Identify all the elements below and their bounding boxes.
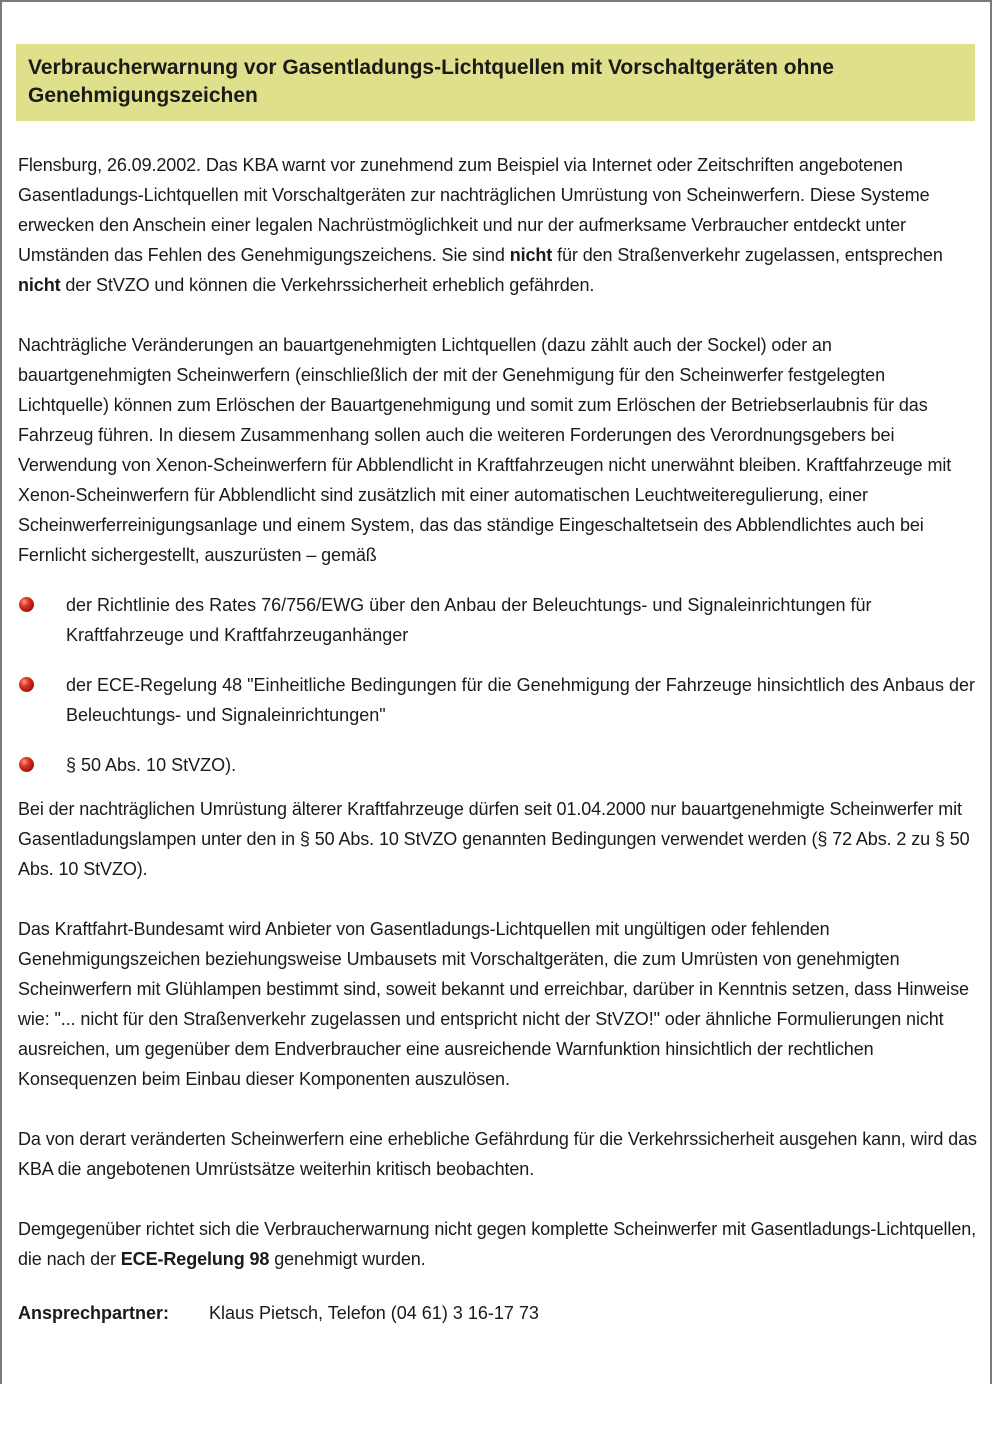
- emphasis-ece-98: ECE-Regelung 98: [120, 1249, 270, 1269]
- list-item: [18, 670, 978, 730]
- regulation-list: [18, 590, 978, 780]
- paragraph-retrofit: Bei der nachträglichen Umrüstung älterer Kraftfahrzeuge dürfen seit 01.04.2000 nur bauartgenehmigte Scheinwerfer mit Gasentladungslampen unter den in § 50 Abs. 10 StVZO genannten Bedingungen verwendet werden (§ 72 Abs. 2 zu § 50 Abs. 10 StVZO).: [18, 799, 970, 879]
- list-item-text: der ECE-Regelung 48 "Einheitliche Bedingungen für die Genehmigung der Fahrzeuge hinsichtlich des Anbaus der Beleuchtungs- und Signaleinrichtungen": [66, 675, 975, 725]
- paragraph-monitoring: Da von derart veränderten Scheinwerfern eine erhebliche Gefährdung für die Verkehrssicherheit ausgehen kann, wird das KBA die angebotenen Umrüstsätze weiterhin kritisch beobachten.: [18, 1129, 977, 1179]
- intro-text-d: der StVZO und können die Verkehrssicherheit erheblich gefährden.: [60, 275, 595, 295]
- list-item: [18, 590, 978, 650]
- contact-label: Ansprechpartner:: [18, 1303, 170, 1323]
- paragraph-exception: [18, 1214, 978, 1274]
- page-title: Verbraucherwarnung vor Gasentladungs-Lichtquellen mit Vorschaltgeräten ohne Genehmigungszeichen: [28, 56, 834, 107]
- list-item-text: § 50 Abs. 10 StVZO).: [66, 755, 237, 775]
- paragraph-requirements: Nachträgliche Veränderungen an bauartgenehmigten Lichtquellen (dazu zählt auch der Sockel) oder an bauartgenehmigten Scheinwerfern (einschließlich der mit der Genehmigung für den Scheinwerfer festgelegten Lichtquelle) können zum Erlöschen der Bauartgenehmigung und somit zum Erlöschen der Betriebserlaubnis für das Fahrzeug führen. In diesem Zusammenhang sollen auch die weiteren Forderungen des Verordnungsgebers bei Verwendung von Xenon-Scheinwerfern für Abblendlicht in Kraftfahrzeugen nicht unerwähnt bleiben. Kraftfahrzeuge mit Xenon-Scheinwerfern für Abblendlicht sind zusätzlich mit einer automatischen Leuchtweiteregulierung, einer Scheinwerferreinigungsanlage und einem System, das das ständige Eingeschaltetsein des Abblendlichtes auch bei Fernlicht sichergestellt, auszurüsten – gemäß: [18, 335, 952, 565]
- exception-text-a: Demgegenüber richtet sich die Verbraucherwarnung nicht gegen komplette Scheinwerfer mit Gasentladungs-Lichtquellen, die nach der: [18, 1219, 977, 1269]
- emphasis-nicht-2: nicht: [18, 275, 61, 295]
- emphasis-nicht-1: nicht: [509, 245, 553, 265]
- list-item: [18, 750, 978, 780]
- article: [18, 44, 978, 1328]
- contact-line: [18, 1298, 978, 1328]
- red-bullet-icon: [19, 757, 34, 772]
- red-bullet-icon: [19, 597, 34, 612]
- paragraph-intro: [18, 150, 978, 300]
- paragraph-kba-notice: Das Kraftfahrt-Bundesamt wird Anbieter von Gasentladungs-Lichtquellen mit ungültigen oder fehlenden Genehmigungszeichen beziehungsweise Umbausets mit Vorschaltgeräten, die zum Umrüsten von genehmigten Scheinwerfern mit Glühlampen bestimmt sind, soweit bekannt und erreichbar, darüber in Kenntnis setzen, dass Hinweise wie: "... nicht für den Straßenverkehr zugelassen und entspricht nicht der StVZO!" oder ähnliche Formulierungen nicht ausreichen, um gegenüber dem Endverbraucher eine ausreichende Warnfunktion hinsichtlich der rechtlichen Konsequenzen beim Einbau dieser Komponenten auszulösen.: [18, 919, 969, 1089]
- red-bullet-icon: [19, 677, 34, 692]
- list-item-text: der Richtlinie des Rates 76/756/EWG über den Anbau der Beleuchtungs- und Signaleinrichtungen für Kraftfahrzeuge und Kraftfahrzeuganhänger: [66, 595, 872, 645]
- contact-value: Klaus Pietsch, Telefon (04 61) 3 16-17 73: [209, 1303, 539, 1323]
- exception-text-c: genehmigt wurden.: [269, 1249, 426, 1269]
- intro-text-a: Flensburg, 26.09.2002. Das KBA warnt vor zunehmend zum Beispiel via Internet oder Zeitschriften angebotenen Gasentladungs-Lichtquellen mit Vorschaltgeräten zur nachträglichen Umrüstung von Scheinwerfern. Diese Systeme erwecken den Anschein einer legalen Nachrüstmöglichkeit und nur der aufmerksame Verbraucher entdeckt unter Umständen das Fehlen des Genehmigungszeichens. Sie sind: [18, 155, 930, 265]
- intro-text-c: für den Straßenverkehr zugelassen, entsprechen: [552, 245, 943, 265]
- title-banner: [16, 44, 975, 121]
